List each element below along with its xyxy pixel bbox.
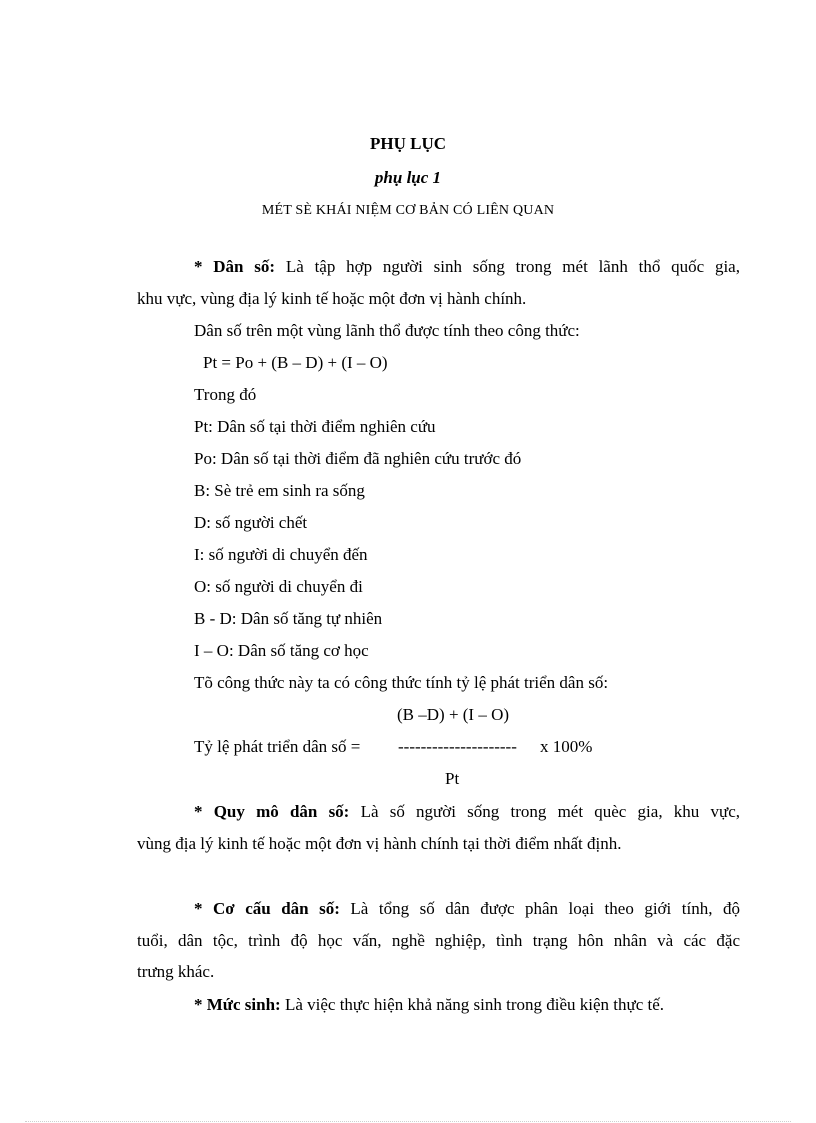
muc-sinh-term: * Mức sinh: <box>194 995 281 1014</box>
definition-item: I: số người di chuyển đến <box>194 545 368 564</box>
page-title: PHỤ LỤC <box>369 134 447 153</box>
dan-so-definition-1: Là tập hợp người sinh sống trong mét lãnh thổ quốc gia, <box>275 257 740 276</box>
quy-mo-term: * Quy mô dân số: <box>194 802 350 821</box>
page-bottom-rule <box>25 1121 791 1122</box>
quy-mo-definition-2: vùng địa lý kinh tế hoặc một đơn vị hành chính tại thời điểm nhất định. <box>137 834 622 853</box>
muc-sinh-paragraph <box>194 994 664 1016</box>
dan-so-definition-2: khu vực, vùng địa lý kinh tế hoặc một đơn vị hành chính. <box>137 289 527 308</box>
definition-item: O: số người di chuyển đi <box>194 577 363 596</box>
where-label: Trong đó <box>194 385 257 404</box>
dan-so-term: * Dân số: <box>194 257 276 276</box>
section-heading: MÉT SÈ KHÁI NIỆM CƠ BẢN CÓ LIÊN QUAN <box>261 203 555 218</box>
definition-item: B - D: Dân số tăng tự nhiên <box>194 609 383 628</box>
growth-intro: Tõ công thức này ta có công thức tính tỷ lệ phát triển dân số: <box>194 673 609 692</box>
growth-denominator: Pt <box>445 769 460 788</box>
growth-label: Tỷ lệ phát triển dân số = <box>194 737 361 756</box>
dan-so-paragraph-line1 <box>194 256 740 278</box>
muc-sinh-definition: Là việc thực hiện khả năng sinh trong điều kiện thực tế. <box>280 995 665 1014</box>
formula-intro: Dân số trên một vùng lãnh thổ được tính theo công thức: <box>194 321 580 340</box>
definition-item: Po: Dân số tại thời điểm đã nghiên cứu trước đó <box>194 449 522 468</box>
co-cau-definition-2: tuổi, dân tộc, trình độ học vấn, nghề nghiệp, tình trạng hôn nhân và các đặc <box>137 931 740 950</box>
definition-item: D: số người chết <box>194 513 308 532</box>
co-cau-definition-1: Là tổng số dân được phân loại theo giới tính, độ <box>339 899 740 918</box>
definition-item: B: Sè trẻ em sinh ra sống <box>194 481 365 500</box>
definition-item: Pt: Dân số tại thời điểm nghiên cứu <box>194 417 436 436</box>
quy-mo-paragraph-line1 <box>194 801 740 823</box>
co-cau-definition-3: trưng khác. <box>137 962 215 981</box>
growth-fraction-bar: --------------------- <box>398 737 517 756</box>
co-cau-paragraph-line1 <box>194 898 740 920</box>
quy-mo-definition-1: Là số người sống trong mét quèc gia, khu vực, <box>349 802 740 821</box>
co-cau-term: * Cơ cấu dân số: <box>194 899 340 918</box>
population-formula: Pt = Po + (B – D) + (I – O) <box>203 353 388 372</box>
appendix-subtitle: phụ lục 1 <box>374 168 442 187</box>
growth-multiplier: x 100% <box>540 737 593 756</box>
definition-item: I – O: Dân số tăng cơ học <box>194 641 369 660</box>
growth-numerator: (B –D) + (I – O) <box>397 705 510 724</box>
